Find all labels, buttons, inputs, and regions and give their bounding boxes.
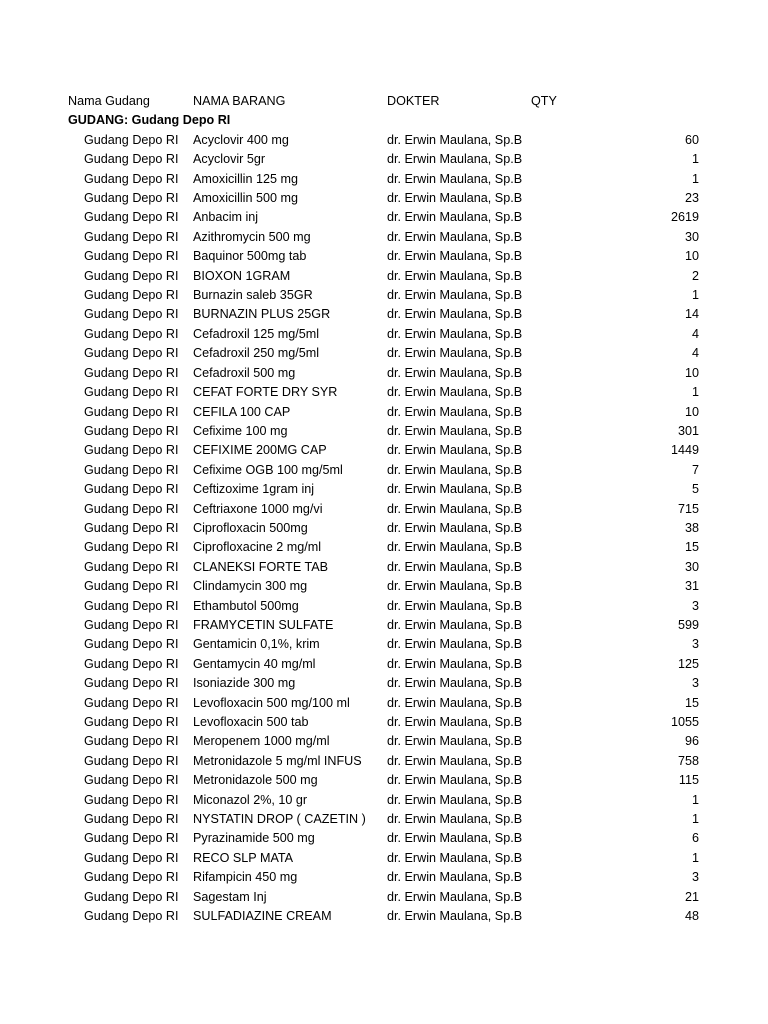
cell-dokter: dr. Erwin Maulana, Sp.B — [387, 734, 523, 749]
table-row — [0, 267, 768, 286]
cell-nama-barang: Amoxicillin 500 mg — [193, 191, 298, 206]
cell-qty: 60 — [684, 132, 699, 147]
group-label: GUDANG: Gudang Depo RI — [68, 113, 231, 128]
item-rows — [0, 131, 768, 927]
cell-nama-gudang: Gudang Depo RI — [84, 850, 179, 865]
header-nama-barang: NAMA BARANG — [193, 94, 286, 108]
cell-nama-gudang: Gudang Depo RI — [84, 812, 179, 827]
cell-dokter: dr. Erwin Maulana, Sp.B — [387, 579, 523, 594]
cell-nama-barang: CEFILA 100 CAP — [193, 404, 291, 419]
cell-nama-gudang: Gudang Depo RI — [84, 559, 179, 574]
cell-qty: 1055 — [670, 715, 699, 729]
cell-qty: 10 — [684, 404, 699, 419]
cell-dokter: dr. Erwin Maulana, Sp.B — [387, 695, 523, 710]
cell-dokter: dr. Erwin Maulana, Sp.B — [387, 249, 523, 264]
cell-dokter: dr. Erwin Maulana, Sp.B — [387, 676, 523, 691]
cell-nama-gudang: Gudang Depo RI — [84, 520, 179, 535]
cell-nama-barang: Cefadroxil 250 mg/5ml — [193, 346, 319, 361]
cell-qty: 23 — [684, 191, 699, 206]
cell-nama-barang: NYSTATIN DROP ( CAZETIN ) — [193, 812, 366, 827]
cell-dokter: dr. Erwin Maulana, Sp.B — [387, 326, 523, 341]
cell-nama-barang: Gentamicin 0,1%, krim — [193, 637, 320, 652]
cell-nama-barang: RECO SLP MATA — [193, 850, 294, 865]
cell-nama-gudang: Gudang Depo RI — [84, 870, 179, 885]
cell-nama-gudang: Gudang Depo RI — [84, 229, 179, 244]
cell-qty: 1 — [691, 812, 699, 827]
cell-nama-gudang: Gudang Depo RI — [84, 501, 179, 516]
cell-dokter: dr. Erwin Maulana, Sp.B — [387, 792, 523, 807]
cell-nama-gudang: Gudang Depo RI — [84, 346, 179, 361]
cell-qty: 3 — [691, 637, 699, 652]
table-row — [0, 694, 768, 713]
cell-qty: 2 — [691, 268, 699, 283]
cell-nama-barang: CEFIXIME 200MG CAP — [193, 443, 327, 458]
cell-nama-gudang: Gudang Depo RI — [84, 909, 179, 924]
table-row — [0, 461, 768, 480]
cell-nama-gudang: Gudang Depo RI — [84, 326, 179, 341]
cell-dokter: dr. Erwin Maulana, Sp.B — [387, 462, 523, 477]
cell-qty: 301 — [677, 423, 699, 438]
cell-qty: 48 — [684, 909, 699, 924]
table-row — [0, 441, 768, 460]
table-row — [0, 635, 768, 654]
cell-nama-barang: Cefadroxil 500 mg — [193, 365, 296, 380]
cell-nama-gudang: Gudang Depo RI — [84, 152, 179, 167]
table-row — [0, 247, 768, 266]
cell-qty: 599 — [677, 617, 699, 632]
cell-nama-gudang: Gudang Depo RI — [84, 715, 179, 729]
cell-nama-gudang: Gudang Depo RI — [84, 753, 179, 768]
cell-dokter: dr. Erwin Maulana, Sp.B — [387, 191, 523, 206]
table-row — [0, 403, 768, 422]
cell-nama-gudang: Gudang Depo RI — [84, 773, 179, 788]
table-row — [0, 325, 768, 344]
table-row — [0, 558, 768, 577]
cell-dokter: dr. Erwin Maulana, Sp.B — [387, 753, 523, 768]
cell-qty: 14 — [684, 307, 699, 322]
cell-nama-barang: Levofloxacin 500 tab — [193, 715, 309, 729]
cell-nama-barang: SULFADIAZINE CREAM — [193, 909, 332, 924]
cell-qty: 10 — [684, 249, 699, 264]
cell-nama-barang: Metronidazole 500 mg — [193, 773, 318, 788]
cell-nama-gudang: Gudang Depo RI — [84, 734, 179, 749]
cell-nama-barang: Clindamycin 300 mg — [193, 579, 308, 594]
table-row — [0, 500, 768, 519]
cell-qty: 15 — [684, 540, 699, 555]
cell-nama-gudang: Gudang Depo RI — [84, 579, 179, 594]
cell-dokter: dr. Erwin Maulana, Sp.B — [387, 365, 523, 380]
cell-nama-gudang: Gudang Depo RI — [84, 365, 179, 380]
cell-nama-barang: Acyclovir 400 mg — [193, 132, 289, 147]
table-row — [0, 849, 768, 868]
cell-nama-gudang: Gudang Depo RI — [84, 132, 179, 147]
cell-qty: 715 — [677, 501, 699, 516]
table-row — [0, 150, 768, 169]
header-qty: QTY — [531, 94, 557, 108]
cell-qty: 1449 — [670, 443, 699, 458]
cell-nama-barang: Rifampicin 450 mg — [193, 870, 298, 885]
cell-nama-gudang: Gudang Depo RI — [84, 443, 179, 458]
cell-qty: 2619 — [670, 210, 699, 225]
cell-nama-barang: Sagestam Inj — [193, 889, 267, 904]
table-row — [0, 810, 768, 829]
header-dokter: DOKTER — [387, 94, 440, 108]
cell-dokter: dr. Erwin Maulana, Sp.B — [387, 637, 523, 652]
cell-nama-gudang: Gudang Depo RI — [84, 307, 179, 322]
cell-nama-gudang: Gudang Depo RI — [84, 695, 179, 710]
cell-nama-gudang: Gudang Depo RI — [84, 249, 179, 264]
cell-dokter: dr. Erwin Maulana, Sp.B — [387, 656, 523, 671]
cell-nama-gudang: Gudang Depo RI — [84, 792, 179, 807]
table-row — [0, 829, 768, 848]
header-nama-gudang: Nama Gudang — [68, 94, 150, 108]
table-row — [0, 771, 768, 790]
cell-dokter: dr. Erwin Maulana, Sp.B — [387, 617, 523, 632]
cell-dokter: dr. Erwin Maulana, Sp.B — [387, 210, 523, 225]
cell-nama-gudang: Gudang Depo RI — [84, 482, 179, 497]
table-row — [0, 616, 768, 635]
cell-qty: 21 — [684, 889, 699, 904]
cell-nama-barang: Cefixime OGB 100 mg/5ml — [193, 462, 343, 477]
cell-nama-barang: Azithromycin 500 mg — [193, 229, 311, 244]
table-row — [0, 131, 768, 150]
cell-qty: 758 — [677, 753, 699, 768]
cell-qty: 115 — [678, 773, 699, 788]
table-row — [0, 422, 768, 441]
cell-nama-barang: Cefixime 100 mg — [193, 423, 288, 438]
cell-dokter: dr. Erwin Maulana, Sp.B — [387, 870, 523, 885]
cell-dokter: dr. Erwin Maulana, Sp.B — [387, 171, 523, 186]
table-row — [0, 888, 768, 907]
cell-nama-barang: CEFAT FORTE DRY SYR — [193, 385, 338, 400]
cell-qty: 5 — [691, 482, 699, 497]
cell-qty: 3 — [691, 676, 699, 691]
cell-qty: 1 — [691, 792, 699, 807]
cell-dokter: dr. Erwin Maulana, Sp.B — [387, 423, 523, 438]
table-row — [0, 538, 768, 557]
cell-nama-gudang: Gudang Depo RI — [84, 210, 179, 225]
cell-nama-gudang: Gudang Depo RI — [84, 637, 179, 652]
table-row — [0, 907, 768, 926]
cell-qty: 4 — [691, 346, 699, 361]
table-row — [0, 868, 768, 887]
cell-nama-barang: Meropenem 1000 mg/ml — [193, 734, 330, 749]
cell-dokter: dr. Erwin Maulana, Sp.B — [387, 132, 523, 147]
cell-nama-barang: Ceftizoxime 1gram inj — [193, 482, 315, 497]
cell-nama-gudang: Gudang Depo RI — [84, 656, 179, 671]
cell-dokter: dr. Erwin Maulana, Sp.B — [387, 307, 523, 322]
table-row — [0, 189, 768, 208]
cell-nama-gudang: Gudang Depo RI — [84, 423, 179, 438]
cell-qty: 38 — [684, 520, 699, 535]
table-row — [0, 791, 768, 810]
cell-dokter: dr. Erwin Maulana, Sp.B — [387, 482, 523, 497]
cell-nama-gudang: Gudang Depo RI — [84, 540, 179, 555]
cell-qty: 30 — [684, 229, 699, 244]
table-row — [0, 674, 768, 693]
cell-nama-barang: BURNAZIN PLUS 25GR — [193, 307, 331, 322]
cell-qty: 30 — [684, 559, 699, 574]
cell-dokter: dr. Erwin Maulana, Sp.B — [387, 443, 523, 458]
table-row — [0, 208, 768, 227]
cell-nama-barang: Amoxicillin 125 mg — [193, 171, 298, 186]
table-row — [0, 344, 768, 363]
table-row — [0, 732, 768, 751]
cell-nama-barang: Baquinor 500mg tab — [193, 249, 307, 264]
cell-nama-barang: CLANEKSI FORTE TAB — [193, 559, 329, 574]
table-row — [0, 752, 768, 771]
cell-dokter: dr. Erwin Maulana, Sp.B — [387, 520, 523, 535]
cell-dokter: dr. Erwin Maulana, Sp.B — [387, 404, 523, 419]
cell-dokter: dr. Erwin Maulana, Sp.B — [387, 812, 523, 827]
cell-nama-barang: Metronidazole 5 mg/ml INFUS — [193, 753, 362, 768]
cell-nama-gudang: Gudang Depo RI — [84, 191, 179, 206]
cell-dokter: dr. Erwin Maulana, Sp.B — [387, 501, 523, 516]
cell-nama-gudang: Gudang Depo RI — [84, 385, 179, 400]
table-row — [0, 305, 768, 324]
cell-dokter: dr. Erwin Maulana, Sp.B — [387, 268, 523, 283]
cell-nama-gudang: Gudang Depo RI — [84, 171, 179, 186]
cell-nama-barang: Ceftriaxone 1000 mg/vi — [193, 501, 323, 516]
cell-nama-barang: Pyrazinamide 500 mg — [193, 831, 315, 846]
cell-dokter: dr. Erwin Maulana, Sp.B — [387, 831, 523, 846]
cell-qty: 15 — [684, 695, 699, 710]
cell-qty: 4 — [691, 326, 699, 341]
cell-dokter: dr. Erwin Maulana, Sp.B — [387, 889, 523, 904]
cell-qty: 1 — [691, 385, 699, 400]
cell-qty: 31 — [684, 579, 699, 594]
cell-nama-gudang: Gudang Depo RI — [84, 268, 179, 283]
table-row — [0, 655, 768, 674]
cell-nama-gudang: Gudang Depo RI — [84, 404, 179, 419]
cell-nama-barang: Ciprofloxacine 2 mg/ml — [193, 540, 322, 555]
cell-dokter: dr. Erwin Maulana, Sp.B — [387, 598, 523, 613]
cell-qty: 6 — [691, 831, 699, 846]
table-row — [0, 577, 768, 596]
cell-nama-barang: Ethambutol 500mg — [193, 598, 299, 613]
cell-dokter: dr. Erwin Maulana, Sp.B — [387, 346, 523, 361]
cell-nama-barang: Burnazin saleb 35GR — [193, 288, 313, 303]
cell-nama-gudang: Gudang Depo RI — [84, 288, 179, 303]
cell-dokter: dr. Erwin Maulana, Sp.B — [387, 909, 523, 924]
table-row — [0, 713, 768, 732]
cell-nama-barang: Anbacim inj — [193, 210, 259, 225]
cell-dokter: dr. Erwin Maulana, Sp.B — [387, 288, 523, 303]
cell-dokter: dr. Erwin Maulana, Sp.B — [387, 385, 523, 400]
cell-dokter: dr. Erwin Maulana, Sp.B — [387, 773, 523, 788]
cell-nama-barang: Levofloxacin 500 mg/100 ml — [193, 695, 350, 710]
cell-nama-gudang: Gudang Depo RI — [84, 831, 179, 846]
cell-dokter: dr. Erwin Maulana, Sp.B — [387, 715, 523, 729]
table-row — [0, 170, 768, 189]
cell-qty: 1 — [691, 850, 699, 865]
cell-dokter: dr. Erwin Maulana, Sp.B — [387, 850, 523, 865]
cell-nama-gudang: Gudang Depo RI — [84, 676, 179, 691]
cell-nama-barang: Ciprofloxacin 500mg — [193, 520, 308, 535]
cell-nama-barang: FRAMYCETIN SULFATE — [193, 617, 334, 632]
cell-nama-barang: Acyclovir 5gr — [193, 152, 266, 167]
cell-qty: 1 — [691, 171, 699, 186]
column-header-row — [0, 92, 768, 111]
cell-qty: 1 — [691, 152, 699, 167]
cell-nama-barang: Miconazol 2%, 10 gr — [193, 792, 308, 807]
table-row — [0, 364, 768, 383]
cell-nama-barang: BIOXON 1GRAM — [193, 268, 291, 283]
cell-nama-barang: Isoniazide 300 mg — [193, 676, 296, 691]
cell-nama-gudang: Gudang Depo RI — [84, 617, 179, 632]
cell-dokter: dr. Erwin Maulana, Sp.B — [387, 152, 523, 167]
cell-qty: 3 — [691, 870, 699, 885]
cell-qty: 3 — [691, 598, 699, 613]
cell-dokter: dr. Erwin Maulana, Sp.B — [387, 229, 523, 244]
cell-qty: 10 — [684, 365, 699, 380]
table-row — [0, 519, 768, 538]
table-row — [0, 286, 768, 305]
table-row — [0, 228, 768, 247]
cell-nama-gudang: Gudang Depo RI — [84, 462, 179, 477]
cell-dokter: dr. Erwin Maulana, Sp.B — [387, 540, 523, 555]
cell-nama-barang: Cefadroxil 125 mg/5ml — [193, 326, 319, 341]
report-sheet — [0, 92, 768, 926]
table-row — [0, 597, 768, 616]
cell-qty: 1 — [691, 288, 699, 303]
group-heading-row — [0, 111, 768, 130]
cell-nama-gudang: Gudang Depo RI — [84, 598, 179, 613]
cell-nama-gudang: Gudang Depo RI — [84, 889, 179, 904]
table-row — [0, 383, 768, 402]
cell-qty: 125 — [677, 656, 699, 671]
cell-qty: 96 — [684, 734, 699, 749]
table-row — [0, 480, 768, 499]
cell-qty: 7 — [691, 462, 699, 477]
cell-dokter: dr. Erwin Maulana, Sp.B — [387, 559, 523, 574]
cell-nama-barang: Gentamycin 40 mg/ml — [193, 656, 316, 671]
